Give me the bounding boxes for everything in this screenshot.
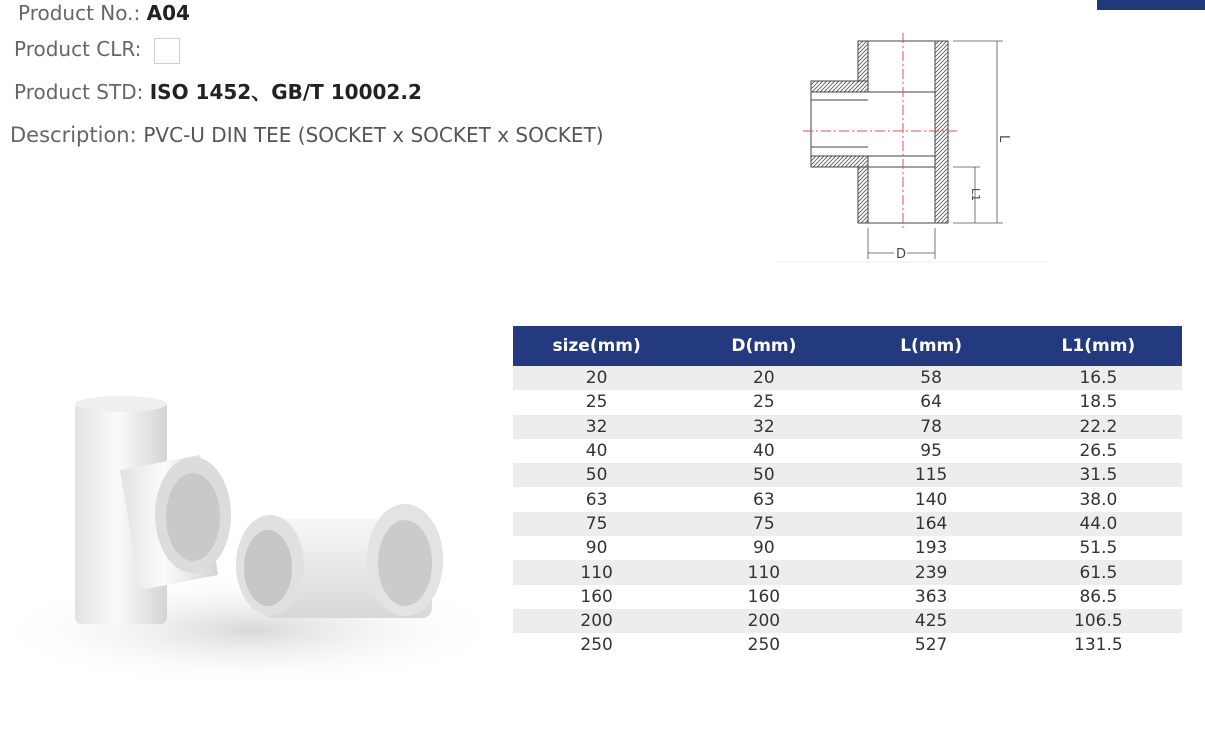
cell: 31.5 xyxy=(1079,465,1118,486)
cell: 50 xyxy=(753,465,775,486)
cell: 110 xyxy=(747,562,781,583)
table-body xyxy=(513,366,1182,658)
cell: 95 xyxy=(920,441,942,462)
table-row xyxy=(513,536,1182,560)
cell: 106.5 xyxy=(1074,611,1123,632)
cell: 63 xyxy=(753,489,775,510)
header-d: D(mm) xyxy=(731,336,797,356)
cell: 250 xyxy=(747,635,781,656)
corner-accent-bar xyxy=(1097,0,1205,10)
description-row xyxy=(10,122,604,148)
cell: 160 xyxy=(580,586,613,607)
table-row xyxy=(513,487,1182,511)
cell: 63 xyxy=(585,489,608,510)
cell: 22.2 xyxy=(1079,416,1118,437)
cell: 32 xyxy=(753,416,775,437)
cell: 239 xyxy=(914,562,948,583)
table-row xyxy=(513,463,1182,487)
label-L1: L1 xyxy=(969,188,982,202)
cell: 363 xyxy=(914,586,948,607)
product-clr-label: Product CLR: xyxy=(14,37,142,61)
cell: 20 xyxy=(753,368,775,389)
table-row xyxy=(513,415,1182,439)
cell: 90 xyxy=(753,538,775,559)
product-photo xyxy=(0,360,505,738)
cell: 110 xyxy=(580,562,613,583)
cell: 51.5 xyxy=(1079,538,1118,559)
cell: 50 xyxy=(585,465,608,486)
product-no-label: Product No.: xyxy=(18,1,141,25)
cell: 32 xyxy=(585,416,608,437)
technical-drawing xyxy=(775,25,1055,265)
cell: 25 xyxy=(753,392,775,413)
table-row xyxy=(513,512,1182,536)
cell: 20 xyxy=(585,368,608,389)
cell: 200 xyxy=(580,611,613,632)
cell: 86.5 xyxy=(1079,586,1118,607)
header-l: L(mm) xyxy=(900,336,963,356)
cell: 40 xyxy=(585,441,608,462)
cell: 58 xyxy=(920,368,942,389)
cell: 131.5 xyxy=(1074,635,1123,656)
cell: 26.5 xyxy=(1079,441,1118,462)
table-row xyxy=(513,439,1182,463)
cell: 75 xyxy=(753,513,775,534)
cell: 18.5 xyxy=(1079,392,1118,413)
table-row xyxy=(513,585,1182,609)
spec-table xyxy=(513,326,1182,658)
table-row xyxy=(513,366,1182,390)
cell: 16.5 xyxy=(1079,368,1118,389)
cell: 44.0 xyxy=(1079,513,1118,534)
table-row xyxy=(513,633,1182,657)
cell: 78 xyxy=(920,416,942,437)
cell: 90 xyxy=(585,538,608,559)
cell: 425 xyxy=(914,611,948,632)
cell: 38.0 xyxy=(1079,489,1118,510)
cell: 25 xyxy=(585,392,608,413)
product-std-row xyxy=(14,79,422,105)
cell: 527 xyxy=(914,635,948,656)
product-no-row xyxy=(18,0,190,26)
cell: 193 xyxy=(914,538,948,559)
product-no-value: A04 xyxy=(146,1,190,25)
table-header xyxy=(513,326,1182,366)
label-L: L xyxy=(996,135,1011,143)
product-clr-row xyxy=(14,36,180,64)
table-row xyxy=(513,560,1182,584)
cell: 250 xyxy=(580,635,613,656)
header-size: size(mm) xyxy=(552,336,641,356)
label-D: D xyxy=(896,247,907,262)
cell: 40 xyxy=(753,441,775,462)
cell: 140 xyxy=(914,489,948,510)
cell: 200 xyxy=(747,611,781,632)
cell: 160 xyxy=(747,586,781,607)
table-row xyxy=(513,609,1182,633)
color-swatch xyxy=(154,38,180,64)
description-label: Description: xyxy=(10,123,137,147)
cell: 164 xyxy=(914,513,948,534)
product-std-label: Product STD: xyxy=(14,80,144,104)
table-row xyxy=(513,390,1182,414)
cell: 64 xyxy=(920,392,942,413)
cell: 61.5 xyxy=(1079,562,1118,583)
product-std-value: ISO 1452、GB/T 10002.2 xyxy=(149,80,422,104)
header-l1: L1(mm) xyxy=(1061,336,1136,356)
cell: 75 xyxy=(585,513,608,534)
description-value: PVC-U DIN TEE (SOCKET x SOCKET x SOCKET) xyxy=(143,123,604,147)
cell: 115 xyxy=(914,465,948,486)
